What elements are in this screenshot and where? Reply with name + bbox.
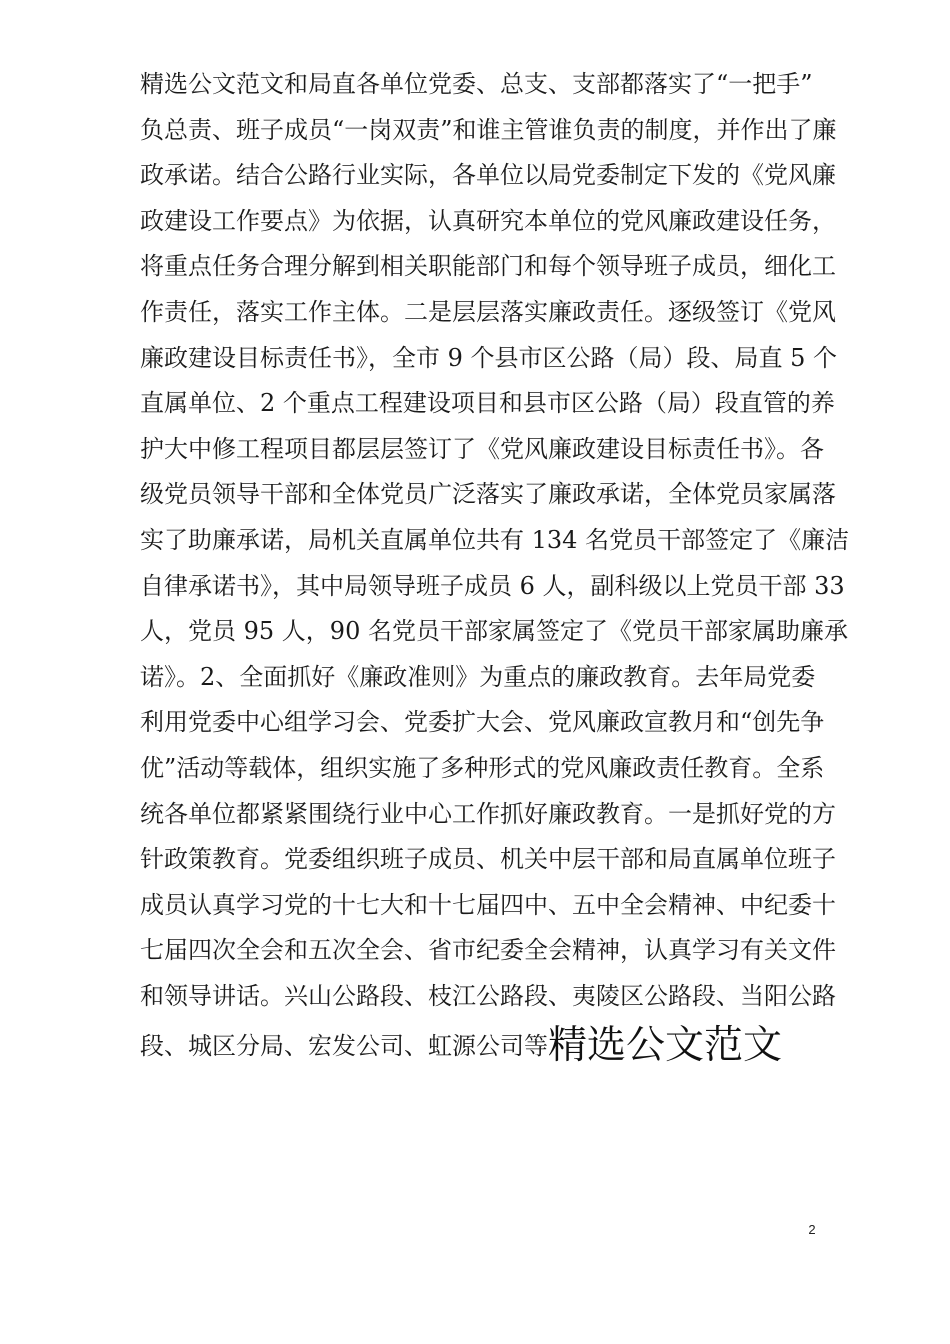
text-line: 优”活动等载体，组织实施了多种形式的党风廉政责任教育。全系 (140, 753, 825, 782)
text-line: 负总责、班子成员“一岗双责”和谁主管谁负责的制度，并作出了廉 (140, 115, 837, 144)
text-line: 利用党委中心组学习会、党委扩大会、党风廉政宣教月和“创先争 (140, 708, 825, 737)
text-line: 人，党员 95 人，90 名党员干部家属签定了《党员干部家属助廉承 (140, 617, 848, 646)
text-line: 成员认真学习党的十七大和十七届四中、五中全会精神、中纪委十 (140, 890, 836, 919)
text-line: 政建设工作要点》为依据，认真研究本单位的党风廉政建设任务， (140, 206, 836, 235)
text-line: 七届四次全会和五次全会、省市纪委全会精神，认真学习有关文件 (140, 936, 836, 965)
text-line: 和领导讲话。兴山公路段、枝江公路段、夷陵区公路段、当阳公路 (140, 981, 836, 1010)
page-number: 2 (808, 1222, 816, 1237)
last-line-text: 段、城区分局、宏发公司、虹源公司等 (140, 1032, 548, 1061)
text-line: 直属单位、2 个重点工程建设项目和县市区公路（局）段直管的养 (140, 389, 835, 418)
text-line: 针政策教育。党委组织班子成员、机关中层干部和局直属单位班子 (140, 845, 836, 874)
text-line: 实了助廉承诺，局机关直属单位共有 134 名党员干部签定了《廉洁 (140, 525, 850, 554)
text-line: 自律承诺书》，其中局领导班子成员 6 人，副科级以上党员干部 33 (140, 571, 845, 600)
text-line: 精选公文范文和局直各单位党委、总支、支部都落实了“一把手” (140, 70, 813, 98)
text-line-last (140, 1019, 820, 1079)
text-line: 诺》。2、全面抓好《廉政准则》为重点的廉政教育。去年局党委 (140, 662, 816, 691)
text-line: 作责任，落实工作主体。二是层层落实廉政责任。逐级签订《党风 (140, 297, 836, 326)
text-line: 将重点任务合理分解到相关职能部门和每个领导班子成员，细化工 (140, 252, 836, 281)
text-line: 护大中修工程项目都层层签订了《党风廉政建设目标责任书》。各 (140, 434, 824, 463)
text-line: 政承诺。结合公路行业实际，各单位以局党委制定下发的《党风廉 (140, 161, 836, 190)
text-line: 廉政建设目标责任书》，全市 9 个县市区公路（局）段、局直 5 个 (140, 343, 838, 372)
body-paragraph (140, 62, 850, 1079)
text-line: 统各单位都紧紧围绕行业中心工作抓好廉政教育。一是抓好党的方 (140, 799, 836, 828)
footer-watermark-text: 精选公文范文 (548, 1023, 783, 1069)
text-line: 级党员领导干部和全体党员广泛落实了廉政承诺，全体党员家属落 (140, 480, 836, 509)
